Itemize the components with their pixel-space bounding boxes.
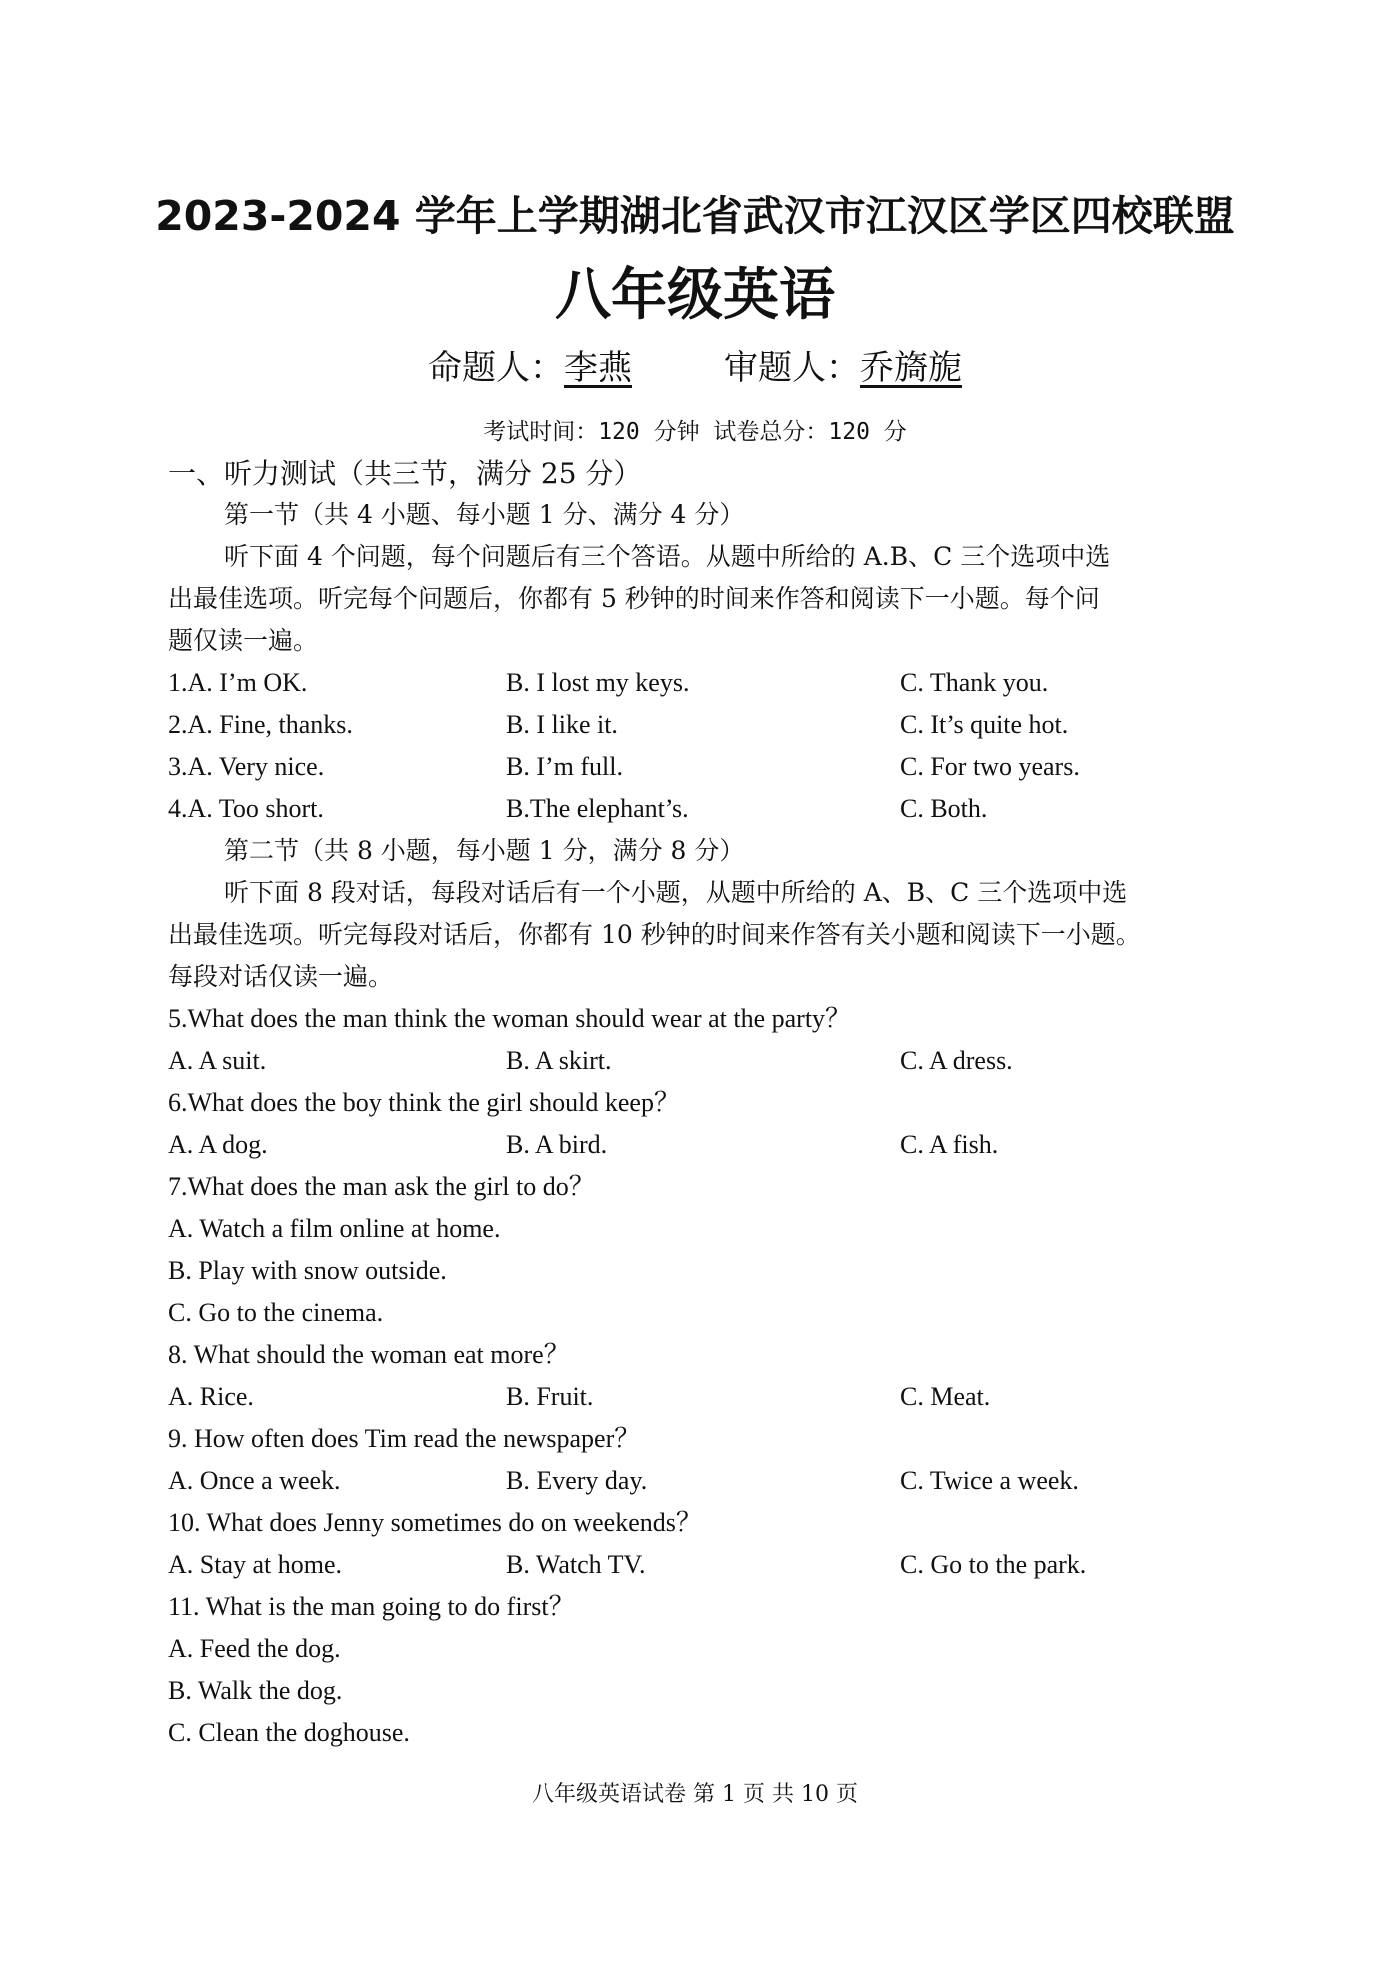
q5-option-b: B. A skirt. <box>506 1046 612 1075</box>
q9-question: 9. How often does Tim read the newspaper？ <box>168 1424 641 1453</box>
q11-option-a: A. Feed the dog. <box>168 1634 341 1663</box>
part1-heading: 一、听力测试（共三节，满分 25 分） <box>168 457 642 490</box>
q8-option-a: A. Rice. <box>168 1382 254 1411</box>
q2-option-c: C. It’s quite hot. <box>900 710 1069 739</box>
exam-title-line1: 2023-2024 学年上学期湖北省武汉市江汉区学区四校联盟 <box>155 192 1235 240</box>
q7-option-a: A. Watch a film online at home. <box>168 1214 501 1243</box>
setter-label: 命题人： <box>428 348 564 388</box>
section1-instruction-1: 听下面 4 个问题，每个问题后有三个答语。从题中所给的 A.B、C 三个选项中选 <box>224 542 1111 571</box>
section2-instruction-1: 听下面 8 段对话，每段对话后有一个小题，从题中所给的 A、B、C 三个选项中选 <box>224 878 1128 907</box>
q5-question: 5.What does the man think the woman should wear at the party？ <box>168 1004 852 1033</box>
section1-heading: 第一节（共 4 小题、每小题 1 分、满分 4 分） <box>224 500 745 529</box>
q1-option-c: C. Thank you. <box>900 668 1049 697</box>
exam-info: 考试时间：120 分钟 试卷总分：120 分 <box>483 419 907 445</box>
q1-option-a: 1.A. I’m OK. <box>168 668 308 697</box>
q6-option-c: C. A fish. <box>900 1130 999 1159</box>
q10-option-a: A. Stay at home. <box>168 1550 343 1579</box>
exam-title-line2: 八年级英语 <box>555 263 835 328</box>
q3-option-c: C. For two years. <box>900 752 1080 781</box>
setter-name: 李燕 <box>564 348 632 388</box>
q6-option-b: B. A bird. <box>506 1130 608 1159</box>
q7-option-c: C. Go to the cinema. <box>168 1298 384 1327</box>
q11-option-b: B. Walk the dog. <box>168 1676 343 1705</box>
q4-option-a: 4.A. Too short. <box>168 794 324 823</box>
q2-option-a: 2.A. Fine, thanks. <box>168 710 353 739</box>
q7-question: 7.What does the man ask the girl to do？ <box>168 1172 595 1201</box>
q1-option-b: B. I lost my keys. <box>506 668 690 697</box>
section1-instruction-2: 出最佳选项。听完每个问题后，你都有 5 秒钟的时间来作答和阅读下一小题。每个问 <box>168 584 1100 613</box>
authors-line <box>0 342 1390 394</box>
q10-option-c: C. Go to the park. <box>900 1550 1087 1579</box>
section2-heading: 第二节（共 8 小题，每小题 1 分，满分 8 分） <box>224 836 745 865</box>
page-footer: 八年级英语试卷 第 1 页 共 10 页 <box>532 1782 858 1807</box>
q9-option-b: B. Every day. <box>506 1466 648 1495</box>
q10-question: 10. What does Jenny sometimes do on weekends？ <box>168 1508 702 1537</box>
q8-option-b: B. Fruit. <box>506 1382 594 1411</box>
q10-option-b: B. Watch TV. <box>506 1550 646 1579</box>
q3-option-a: 3.A. Very nice. <box>168 752 325 781</box>
q7-option-b: B. Play with snow outside. <box>168 1256 447 1285</box>
q8-question: 8. What should the woman eat more？ <box>168 1340 570 1369</box>
q3-option-b: B. I’m full. <box>506 752 623 781</box>
reviewer-label: 审题人： <box>724 348 860 388</box>
q6-question: 6.What does the boy think the girl should keep？ <box>168 1088 680 1117</box>
q5-option-a: A. A suit. <box>168 1046 267 1075</box>
q9-option-c: C. Twice a week. <box>900 1466 1079 1495</box>
reviewer-name: 乔旖旎 <box>860 348 962 388</box>
q11-option-c: C. Clean the doghouse. <box>168 1718 410 1747</box>
q4-option-b: B.The elephant’s. <box>506 794 689 823</box>
q8-option-c: C. Meat. <box>900 1382 991 1411</box>
q4-option-c: C. Both. <box>900 794 988 823</box>
q9-option-a: A. Once a week. <box>168 1466 341 1495</box>
q2-option-b: B. I like it. <box>506 710 618 739</box>
q6-option-a: A. A dog. <box>168 1130 268 1159</box>
section2-instruction-2: 出最佳选项。听完每段对话后，你都有 10 秒钟的时间来作答有关小题和阅读下一小题。 <box>168 920 1141 949</box>
section2-instruction-3: 每段对话仅读一遍。 <box>168 962 394 991</box>
section1-instruction-3: 题仅读一遍。 <box>168 626 319 655</box>
q5-option-c: C. A dress. <box>900 1046 1013 1075</box>
q11-question: 11. What is the man going to do first？ <box>168 1592 575 1621</box>
